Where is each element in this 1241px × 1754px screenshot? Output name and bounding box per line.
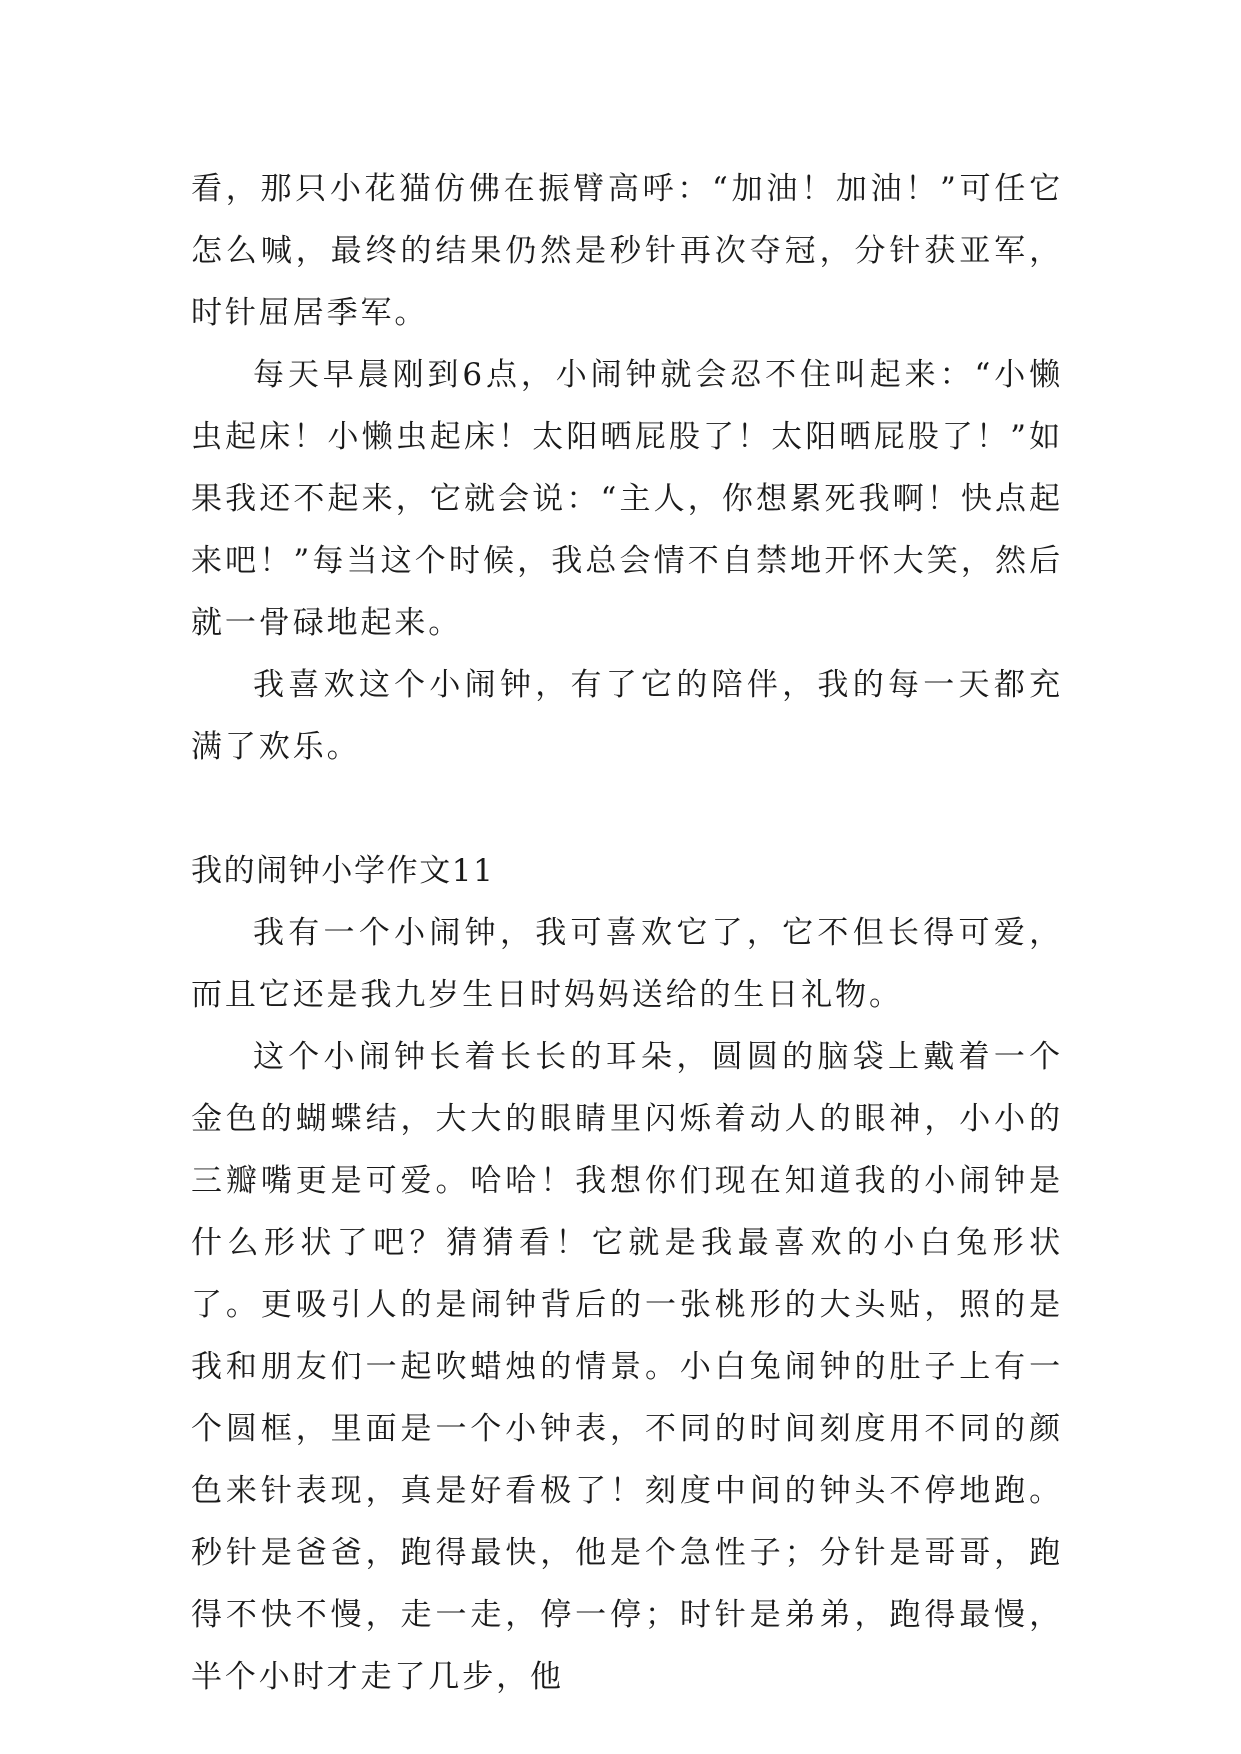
paragraph-continued: 看，那只小花猫仿佛在振臂高呼：“加油！加油！”可任它怎么喊，最终的结果仍然是秒针再次夺冠，分针获亚军，时针屈居季军。 xyxy=(191,171,1063,331)
section-title: 我的闹钟小学作文11 xyxy=(191,853,495,889)
paragraph-description: 这个小闹钟长着长长的耳朵，圆圆的脑袋上戴着一个金色的蝴蝶结，大大的眼睛里闪烁着动人的眼神，小小的三瓣嘴更是可爱。哈哈！我想你们现在知道我的小闹钟是什么形状了吧？猜猜看！它就是我最喜欢的小白兔形状了。更吸引人的是闹钟背后的一张桃形的大头贴，照的是我和朋友们一起吹蜡烛的情景。小白兔闹钟的肚子上有一个圆框，里面是一个小钟表，不同的时间刻度用不同的颜色来针表现，真是好看极了！刻度中间的钟头不停地跑。秒针是爸爸，跑得最快，他是个急性子；分针是哥哥，跑得不快不慢，走一走，停一停；时针是弟弟，跑得最慢，半个小时才走了几步，他 xyxy=(191,1039,1063,1695)
paragraph-like-alarm: 我喜欢这个小闹钟，有了它的陪伴，我的每一天都充满了欢乐。 xyxy=(191,667,1063,765)
section-spacer xyxy=(191,778,1063,840)
paragraph-intro: 我有一个小闹钟，我可喜欢它了，它不但长得可爱，而且它还是我九岁生日时妈妈送给的生日礼物。 xyxy=(191,915,1063,1013)
document-body xyxy=(191,158,1063,1708)
paragraph-alarm-morning: 每天早晨刚到6点，小闹钟就会忍不住叫起来：“小懒虫起床！小懒虫起床！太阳晒屁股了！太阳晒屁股了！”如果我还不起来，它就会说：“主人，你想累死我啊！快点起来吧！”每当这个时候，我总会情不自禁地开怀大笑，然后就一骨碌地起来。 xyxy=(191,357,1063,641)
